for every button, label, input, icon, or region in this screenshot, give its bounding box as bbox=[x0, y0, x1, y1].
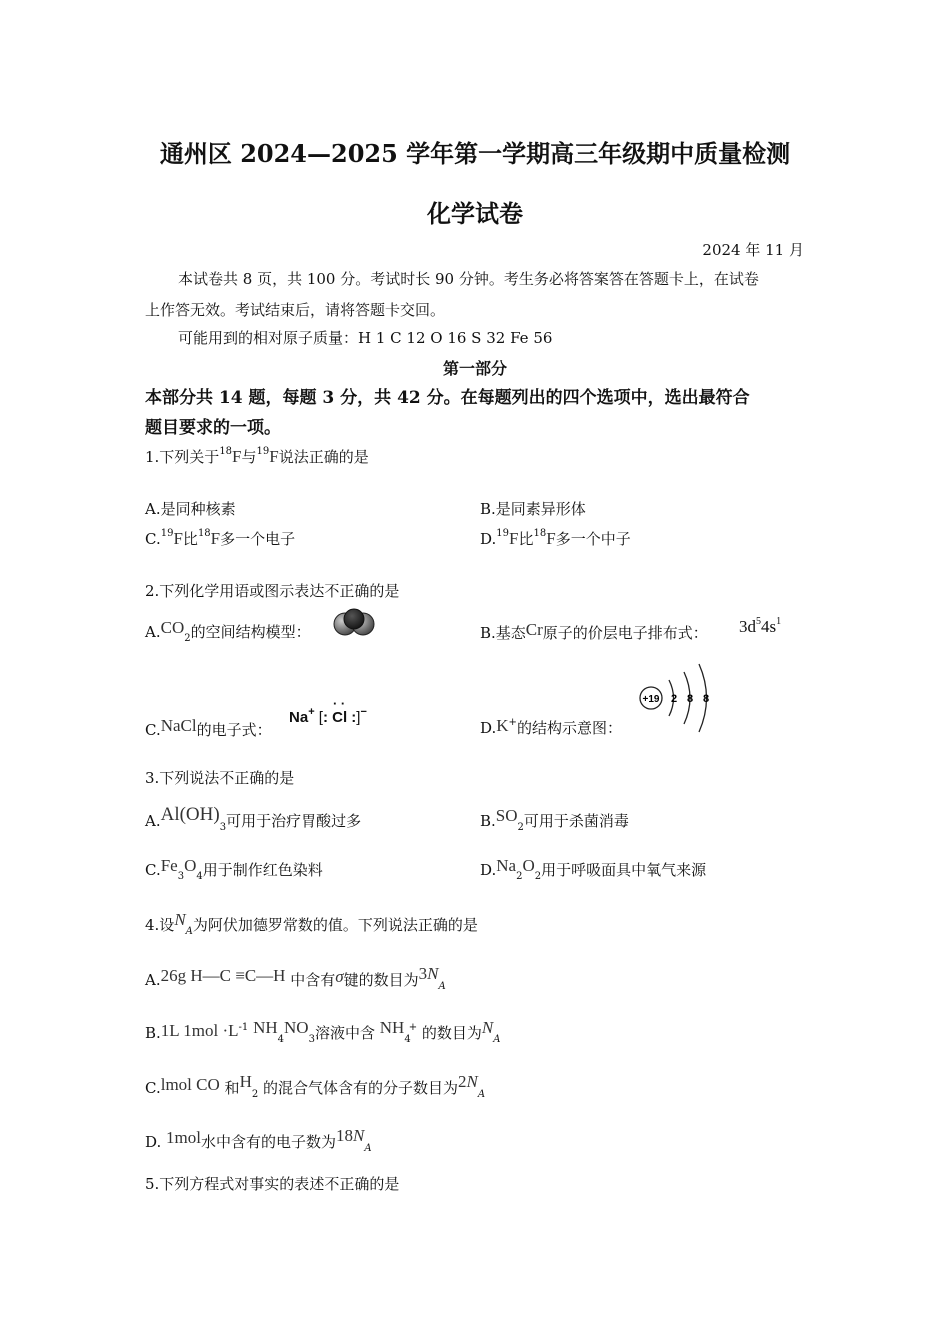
q1-option-b: B.是同素异形体 bbox=[480, 500, 586, 518]
shell-1-count: 2 bbox=[670, 693, 678, 705]
intro-line-1: 本试卷共 8 页，共 100 分。考试时长 90 分钟。考生务必将答案答在答题卡上，在试卷 bbox=[178, 270, 759, 288]
q2-option-a: $A.CO_2$的空间结构模型： bbox=[145, 618, 311, 644]
intro-line-2: 上作答无效。考试结束后，请将答题卡交回。 bbox=[145, 301, 446, 319]
q2-option-b: B.基态Cr原子的价层电子排布式： bbox=[480, 620, 708, 642]
cr-electron-config: $3d^54s^1$ bbox=[739, 616, 782, 636]
q3-stem: 3.下列说法不正确的是 bbox=[145, 769, 295, 787]
q1-option-a: A.是同种核素 bbox=[145, 500, 236, 518]
q3-option-b: $B.SO_2$可用于杀菌消毒 bbox=[480, 806, 629, 833]
q3-option-c: $C.Fe_3O_4$用于制作红色染料 bbox=[145, 856, 323, 882]
k-nucleus-charge: +19 bbox=[642, 694, 660, 705]
exam-date: 2024 年 11 月 bbox=[702, 241, 804, 259]
q3-option-a: $A.Al(OH)_3$可用于治疗胃酸过多 bbox=[145, 804, 362, 833]
part-title: 第一部分 bbox=[442, 359, 507, 378]
q1-option-d: D.$^{19}$F比$^{18}$F多一个中子 bbox=[480, 528, 631, 548]
exam-subtitle: 化学试卷 bbox=[427, 199, 523, 228]
q2-stem: 2.下列化学用语或图示表达不正确的是 bbox=[145, 582, 400, 600]
q4-option-a: A.26g H—C ≡C—H 中含有σ键的数目为$3N_A$ bbox=[145, 964, 446, 992]
q2-option-c: C.NaCl的电子式： bbox=[145, 716, 272, 739]
part-instructions-line-1: 本部分共 14 题，每题 3 分，共 42 分。在每题列出的四个选项中，选出最符合 bbox=[145, 388, 750, 408]
q3-option-d: $D.Na_2O_2$用于呼吸面具中氧气来源 bbox=[480, 856, 707, 882]
shell-3-count: 8 bbox=[702, 693, 710, 705]
q4-option-b: B.1L $1mol \cdot L^{-1}$ $NH_4NO_3$溶液中含 $NH_4^+$ 的数目为$N_A$ bbox=[145, 1018, 501, 1045]
q4-stem: 4.设$N_A$为阿伏加德罗常数的值。下列说法正确的是 bbox=[145, 910, 478, 937]
q4-option-c: C.lmol CO 和$H_2$ 的混合气体含有的分子数目为$2N_A$ bbox=[145, 1072, 486, 1100]
exam-title: 通州区 2024—2025 学年第一学期高三年级期中质量检测 bbox=[159, 139, 791, 168]
co2-space-filling-model bbox=[333, 604, 375, 640]
q4-option-d: D. 1mol水中含有的电子数为$18N_A$ bbox=[145, 1126, 372, 1154]
atomic-mass-line: 可能用到的相对原子质量：H 1 C 12 O 16 S 32 Fe 56 bbox=[178, 329, 553, 347]
q2-option-d: D.K+的结构示意图： bbox=[480, 716, 622, 737]
shell-2-count: 8 bbox=[686, 693, 694, 705]
nacl-electron-formula: Na+ [: Cl : · · ]− bbox=[289, 696, 367, 726]
q1-stem: 1.下列关于$^{18}$F与$^{19}$F说法正确的是 bbox=[145, 446, 369, 466]
part-instructions-line-2: 题目要求的一项。 bbox=[145, 418, 281, 438]
q5-stem: 5.下列方程式对事实的表述不正确的是 bbox=[145, 1175, 400, 1193]
q1-option-c: C.$^{19}$F比$^{18}$F多一个电子 bbox=[145, 528, 296, 548]
k-ion-structure-diagram bbox=[636, 660, 716, 740]
